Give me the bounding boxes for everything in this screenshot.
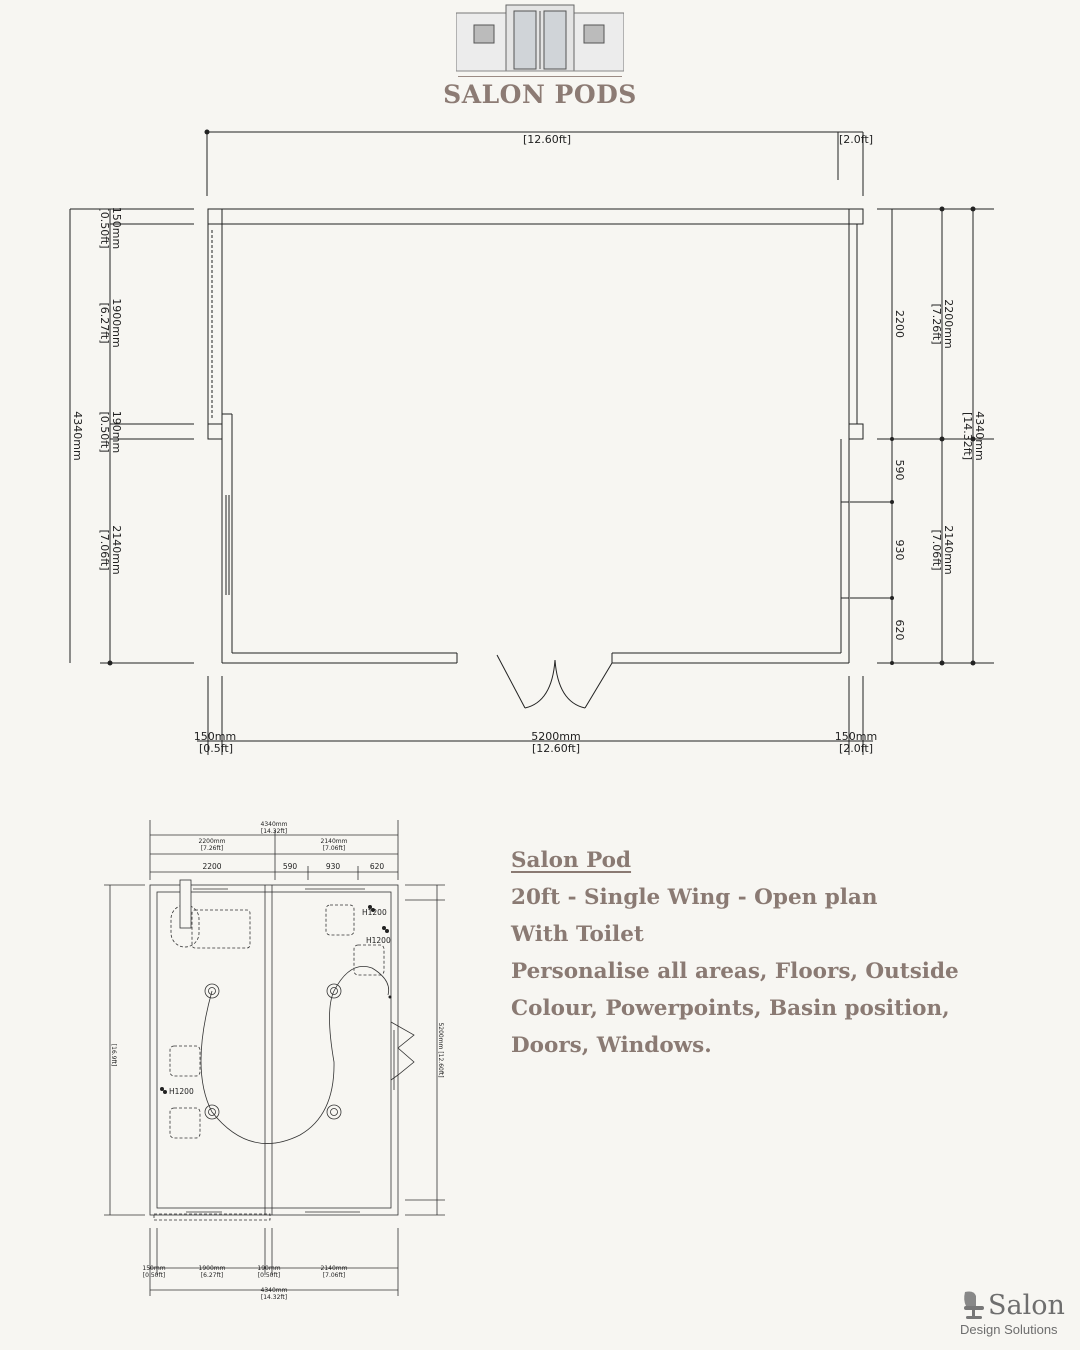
brand-name: SALON PODS [443,80,637,109]
small-bottom-ft-2: [6.27ft] [200,1272,224,1279]
bottom-dim-ft-3: [2.0ft] [838,742,874,755]
description-line: Colour, Powerpoints, Basin position, [511,996,950,1021]
small-top-mid-ft-2: [7.06ft] [322,845,346,852]
description-line: With Toilet [511,922,644,947]
description-title: Salon Pod [511,848,632,873]
right-inner-dim-2: 590 [893,459,906,481]
description-line: Personalise all areas, Floors, Outside [511,959,959,984]
small-top-small-2: 590 [282,862,298,871]
heater-label-2: H1200 [366,936,391,945]
small-top-total-ft: [14.32ft] [260,828,288,835]
small-bottom-ft-4: [7.06ft] [322,1272,346,1279]
right-mid-dim-mm-1: 2200mm [942,299,955,349]
right-mid-dim-ft-1: [7.26ft] [930,303,943,345]
small-right-dim: 5200mm [12.60ft] [437,1022,444,1078]
left-total-dim: 4340mm [71,411,84,461]
corner-logo-subtitle: Design Solutions [960,1322,1058,1337]
small-bottom-total-ft: [14.32ft] [260,1294,288,1301]
heater-label-1: H1200 [362,908,387,917]
corner-logo-word: Salon [988,1290,1065,1321]
description-line: Doors, Windows. [511,1033,712,1058]
small-bottom-total-mm: 4340mm [260,1287,288,1294]
small-bottom-mm-1: 150mm [142,1265,166,1272]
left-dim-ft-3: [0.50ft] [98,411,111,453]
bottom-dim-ft-1: [0.5ft] [198,742,234,755]
small-bottom-ft-3: [0.50ft] [257,1272,281,1279]
corner-logo [958,1288,1073,1340]
small-bottom-mm-3: 190mm [257,1265,281,1272]
furnished-floor-plan [0,810,500,1310]
small-left-dim: [16.9ft] [110,1043,117,1067]
top-dim-ft-1: [12.60ft] [522,133,572,146]
right-mid-dim-ft-2: [7.06ft] [930,529,943,571]
right-total-dim-mm: 4340mm [973,411,986,461]
right-inner-dim-3: 930 [893,539,906,561]
salon-chair-icon [960,1290,988,1320]
small-top-small-3: 930 [325,862,341,871]
brand-divider [458,76,622,77]
small-top-small-4: 620 [369,862,385,871]
small-bottom-ft-1: [0.50ft] [142,1272,166,1279]
description-line: 20ft - Single Wing - Open plan [511,885,878,910]
bottom-dim-ft-2: [12.60ft] [531,742,581,755]
small-top-mid-ft-1: [7.26ft] [200,845,224,852]
small-bottom-mm-4: 2140mm [320,1265,348,1272]
left-dim-ft-4: [7.06ft] [98,529,111,571]
top-dim-ft-2: [2.0ft] [838,133,874,146]
bottom-dim-mm-3: 150mm [834,730,878,743]
left-dim-mm-3: 190mm [110,410,123,454]
left-dim-mm-2: 1900mm [110,298,123,348]
small-bottom-mm-2: 1900mm [198,1265,226,1272]
small-top-mid-mm-2: 2140mm [320,838,348,845]
small-top-total-mm: 4340mm [260,821,288,828]
small-top-mid-mm-1: 2200mm [198,838,226,845]
right-inner-dim-1: 2200 [893,310,906,338]
left-dim-mm-4: 2140mm [110,525,123,575]
description-block [511,842,1031,1064]
left-dim-mm-1: 150mm [110,206,123,250]
brand-logo-image [456,3,624,75]
heater-label-3: H1200 [169,1087,194,1096]
main-floor-plan [0,120,1080,770]
bottom-dim-mm-2: 5200mm [531,730,581,743]
right-inner-dim-4: 620 [893,619,906,641]
left-dim-ft-2: [6.27ft] [98,302,111,344]
small-top-small-1: 2200 [202,862,222,871]
left-dim-ft-1: [0.50ft] [98,207,111,249]
right-total-dim-ft: [14.32ft] [961,411,974,461]
bottom-dim-mm-1: 150mm [193,730,237,743]
right-mid-dim-mm-2: 2140mm [942,525,955,575]
